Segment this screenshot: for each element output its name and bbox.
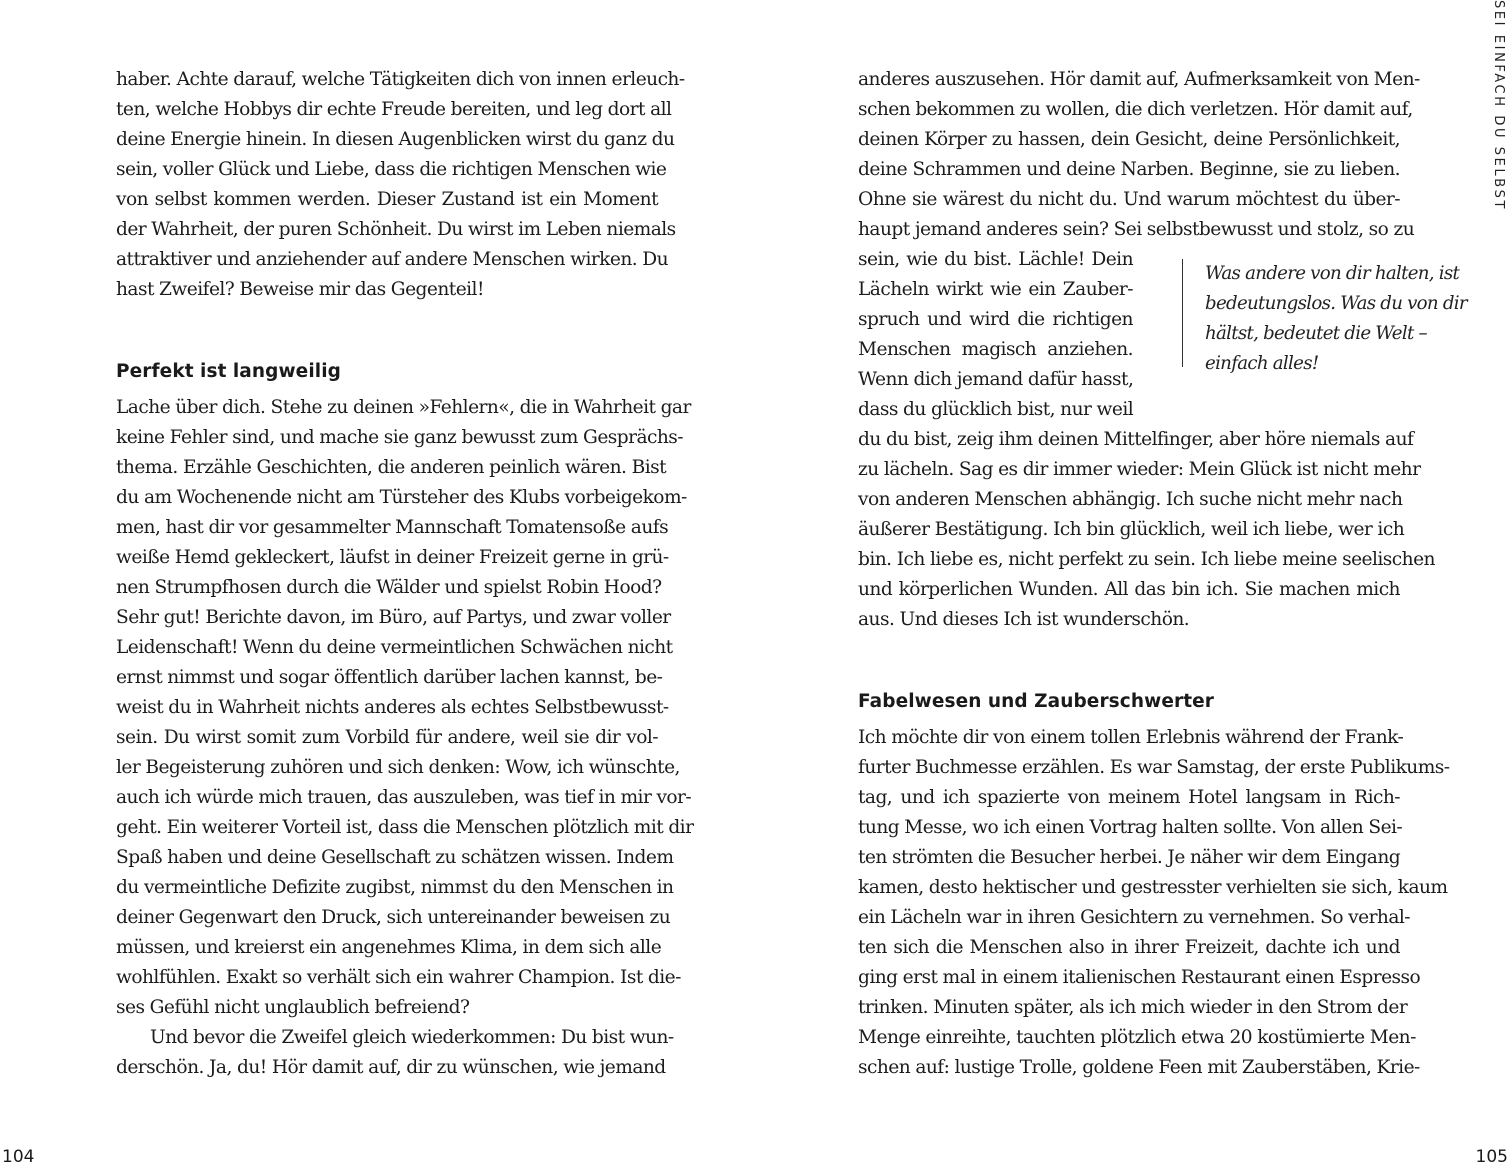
text-line: und körperlichen Wunden. All das bin ich. Sie machen mich: [858, 579, 1400, 600]
text-line: der Wahrheit, der puren Schönheit. Du wirst im Leben niemals: [116, 219, 676, 240]
text-line: hast Zweifel? Beweise mir das Gegenteil!: [116, 279, 484, 300]
text-line: ging erst mal in einem italienischen Restaurant einen Espresso: [858, 967, 1421, 988]
text-line: müssen, und kreierst ein angenehmes Klima, in dem sich alle: [116, 937, 662, 958]
text-line: tag, und ich spazierte von meinem Hotel langsam in Rich-: [858, 787, 1400, 808]
text-line: ernst nimmst und sogar öffentlich darüber lachen kannst, be-: [116, 667, 663, 688]
pull-quote-line: Was andere von dir halten, ist: [1205, 263, 1460, 284]
text-line: sein, voller Glück und Liebe, dass die richtigen Menschen wie: [116, 159, 667, 180]
right-text-column: [858, 65, 1467, 1083]
text-line: sein. Du wirst somit zum Vorbild für andere, weil sie dir vol-: [116, 727, 658, 748]
text-line: Leidenschaft! Wenn du deine vermeintlichen Schwächen nicht: [116, 637, 673, 658]
section-heading-perfekt: Perfekt ist langweilig: [116, 361, 341, 382]
text-line: weist du in Wahrheit nichts anderes als echtes Selbstbewusst-: [116, 697, 669, 718]
text-line: ein Lächeln war in ihren Gesichtern zu vernehmen. So verhal-: [858, 907, 1411, 928]
text-line: ler Begeisterung zuhören und sich denken: Wow, ich wünschte,: [116, 757, 680, 778]
text-line: deiner Gegenwart den Druck, sich untereinander beweisen zu: [116, 907, 671, 928]
wrapped-lines: [858, 245, 1133, 425]
intro-paragraph: [116, 65, 685, 305]
text-line: Wenn dich jemand dafür hasst,: [858, 369, 1134, 390]
running-head-text: SEI EINFACH DU SELBST: [1491, 0, 1506, 211]
pull-quote-line: hältst, bedeutet die Welt –: [1205, 323, 1427, 344]
paragraph-zweifel: [116, 1023, 674, 1083]
text-line: du vermeintliche Defizite zugibst, nimmst du den Menschen in: [116, 877, 674, 898]
text-line: trinken. Minuten später, als ich mich wieder in den Strom der: [858, 997, 1408, 1018]
text-line: deine Schrammen und deine Narben. Beginne, sie zu lieben.: [858, 159, 1400, 180]
page-number-left: 104: [2, 1147, 35, 1167]
text-line: Sehr gut! Berichte davon, im Büro, auf Partys, und zwar voller: [116, 607, 671, 628]
paragraph-after-quote: [858, 425, 1435, 635]
text-line: Menschen magisch anziehen.: [858, 339, 1133, 360]
text-line: deinen Körper zu hassen, dein Gesicht, deine Persönlichkeit,: [858, 129, 1400, 150]
paragraph-fabelwesen: [858, 723, 1450, 1083]
text-line: Lächeln wirkt wie ein Zauber-: [858, 279, 1133, 300]
text-line: zu lächeln. Sag es dir immer wieder: Mein Glück ist nicht mehr: [858, 459, 1421, 480]
text-line: von selbst kommen werden. Dieser Zustand ist ein Moment: [116, 189, 658, 210]
pull-quote: [1182, 259, 1475, 374]
text-line: bin. Ich liebe es, nicht perfekt zu sein. Ich liebe meine seelischen: [858, 549, 1435, 570]
text-line: men, hast dir vor gesammelter Mannschaft Tomatensoße aufs: [116, 517, 669, 538]
left-text-column: [116, 65, 694, 1083]
text-line: thema. Erzähle Geschichten, die anderen peinlich wären. Bist: [116, 457, 667, 478]
pull-quote-line: bedeutungslos. Was du von dir: [1205, 293, 1467, 314]
text-line: wohlfühlen. Exakt so verhält sich ein wahrer Champion. Ist die-: [116, 967, 681, 988]
text-line: Menge einreihte, tauchten plötzlich etwa 20 kostümierte Men-: [858, 1027, 1416, 1048]
text-line: auch ich würde mich trauen, das auszuleben, was tief in mir vor-: [116, 787, 692, 808]
text-line: nen Strumpfhosen durch die Wälder und spielst Robin Hood?: [116, 577, 662, 598]
text-line: du du bist, zeig ihm deinen Mittelfinger, aber höre niemals auf: [858, 429, 1414, 450]
text-line: geht. Ein weiterer Vorteil ist, dass die Menschen plötzlich mit dir: [116, 817, 694, 838]
continued-paragraph: [858, 65, 1420, 245]
text-line: weiße Hemd gekleckert, läufst in deiner Freizeit gerne in grü-: [116, 547, 669, 568]
text-line: sein, wie du bist. Lächle! Dein: [858, 249, 1133, 270]
text-line: von anderen Menschen abhängig. Ich suche nicht mehr nach: [858, 489, 1403, 510]
text-line: derschön. Ja, du! Hör damit auf, dir zu wünschen, wie jemand: [116, 1057, 666, 1078]
text-line: attraktiver und anziehender auf andere Menschen wirken. Du: [116, 249, 669, 270]
text-line: deine Energie hinein. In diesen Augenblicken wirst du ganz du: [116, 129, 675, 150]
text-line: tung Messe, wo ich einen Vortrag halten sollte. Von allen Sei-: [858, 817, 1403, 838]
text-line: spruch und wird die richtigen: [858, 309, 1133, 330]
text-line: anderes auszusehen. Hör damit auf, Aufmerksamkeit von Men-: [858, 69, 1420, 90]
pull-quote-wrap: [858, 245, 1467, 425]
text-line: schen bekommen zu wollen, die dich verletzen. Hör damit auf,: [858, 99, 1413, 120]
text-line: Und bevor die Zweifel gleich wiederkommen: Du bist wun-: [150, 1027, 674, 1048]
paragraph-perfekt: [116, 393, 694, 1023]
text-line: keine Fehler sind, und mache sie ganz bewusst zum Gesprächs-: [116, 427, 684, 448]
text-line: kamen, desto hektischer und gestresster verhielten sie sich, kaum: [858, 877, 1448, 898]
text-line: schen auf: lustige Trolle, goldene Feen mit Zauberstäben, Krie-: [858, 1057, 1420, 1078]
text-line: äußerer Bestätigung. Ich bin glücklich, weil ich liebe, wer ich: [858, 519, 1405, 540]
text-line: haber. Achte darauf, welche Tätigkeiten dich von innen erleuch-: [116, 69, 685, 90]
pull-quote-line: einfach alles!: [1205, 353, 1319, 374]
text-line: Spaß haben und deine Gesellschaft zu schätzen wissen. Indem: [116, 847, 674, 868]
text-line: Lache über dich. Stehe zu deinen »Fehlern«, die in Wahrheit gar: [116, 397, 691, 418]
text-line: du am Wochenende nicht am Türsteher des Klubs vorbeigekom-: [116, 487, 687, 508]
text-line: haupt jemand anderes sein? Sei selbstbewusst und stolz, so zu: [858, 219, 1415, 240]
text-line: Ich möchte dir von einem tollen Erlebnis während der Frank-: [858, 727, 1404, 748]
text-line: ten, welche Hobbys dir echte Freude bereiten, und leg dort all: [116, 99, 672, 120]
section-heading-fabelwesen: Fabelwesen und Zauberschwerter: [858, 691, 1215, 712]
running-head: [1488, 0, 1508, 210]
text-line: Ohne sie wärest du nicht du. Und warum möchtest du über-: [858, 189, 1400, 210]
text-line: dass du glücklich bist, nur weil: [858, 399, 1134, 420]
text-line: ses Gefühl nicht unglaublich befreiend?: [116, 997, 470, 1018]
text-line: ten sich die Menschen also in ihrer Freizeit, dachte ich und: [858, 937, 1400, 958]
page-number-right: 105: [1475, 1147, 1508, 1167]
text-line: aus. Und dieses Ich ist wunderschön.: [858, 609, 1190, 630]
text-line: ten strömten die Besucher herbei. Je näher wir dem Eingang: [858, 847, 1401, 868]
text-line: furter Buchmesse erzählen. Es war Samstag, der erste Publikums-: [858, 757, 1450, 778]
